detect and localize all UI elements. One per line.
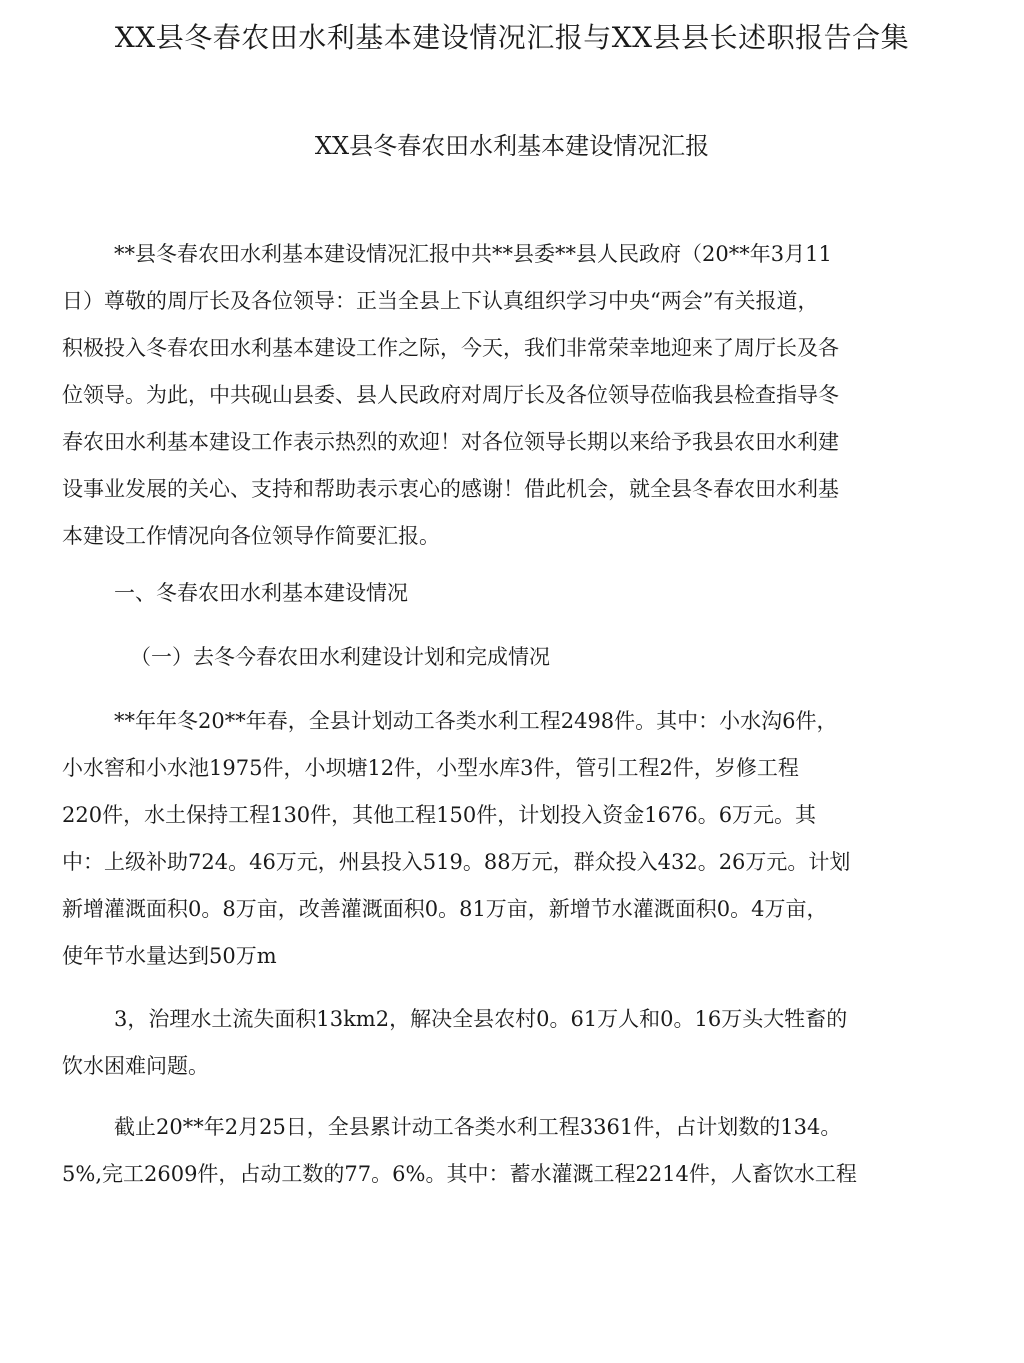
paragraph-line: 3，治理水土流失面积13km2，解决全县农村0。61万人和0。16万头大牲畜的 [114, 1007, 848, 1031]
paragraph-line: **县冬春农田水利基本建设情况汇报中共**县委**县人民政府（20**年3月11 [114, 242, 832, 266]
paragraph-line: 使年节水量达到50万m [62, 944, 277, 968]
paragraph-line: 中：上级补助724。46万元，州县投入519。88万元，群众投入432。26万元。计划 [62, 850, 851, 874]
paragraph-line: 220件，水土保持工程130件，其他工程150件，计划投入资金1676。6万元。其 [62, 803, 817, 827]
heading-line: 一、冬春农田水利基本建设情况 [114, 581, 408, 605]
subsection-heading [62, 634, 932, 681]
paragraph-line: 位领导。为此，中共砚山县委、县人民政府对周厅长及各位领导莅临我县检查指导冬 [62, 383, 839, 407]
paragraph-line: 积极投入冬春农田水利基本建设工作之际，今天，我们非常荣幸地迎来了周厅长及各 [62, 336, 839, 360]
paragraph-line: **年年冬20**年春，全县计划动工各类水利工程2498件。其中：小水沟6件， [114, 709, 838, 733]
paragraph-line: 日）尊敬的周厅长及各位领导：正当全县上下认真组织学习中央“两会”有关报道， [62, 289, 819, 313]
paragraph-line: 本建设工作情况向各位领导作简要汇报。 [62, 524, 440, 548]
report-subtitle: XX县冬春农田水利基本建设情况汇报 [314, 132, 710, 160]
paragraph-water-soil [62, 996, 932, 1090]
paragraph-progress [62, 1104, 932, 1198]
paragraph-line: 春农田水利基本建设工作表示热烈的欢迎！对各位领导长期以来给予我县农田水利建 [62, 430, 839, 454]
document-title: XX县冬春农田水利基本建设情况汇报与XX县县长述职报告合集 [114, 21, 910, 54]
paragraph-line: 截止20**年2月25日，全县累计动工各类水利工程3361件，占计划数的134。 [114, 1115, 842, 1139]
paragraph-line: 5%,完工2609件，占动工数的77。6%。其中：蓄水灌溉工程2214件，人畜饮水工程 [62, 1162, 857, 1186]
paragraph-line: 小水窖和小水池1975件，小坝塘12件，小型水库3件，管引工程2件，岁修工程 [62, 756, 799, 780]
heading-line: （一）去冬今春农田水利建设计划和完成情况 [130, 645, 550, 669]
paragraph-intro [62, 231, 932, 560]
paragraph-line: 设事业发展的关心、支持和帮助表示衷心的感谢！借此机会，就全县冬春农田水利基 [62, 477, 839, 501]
paragraph-line: 饮水困难问题。 [62, 1054, 209, 1078]
paragraph-plan [62, 698, 932, 980]
paragraph-line: 新增灌溉面积0。8万亩，改善灌溉面积0。81万亩，新增节水灌溉面积0。4万亩， [62, 897, 828, 921]
section-heading [62, 570, 932, 617]
